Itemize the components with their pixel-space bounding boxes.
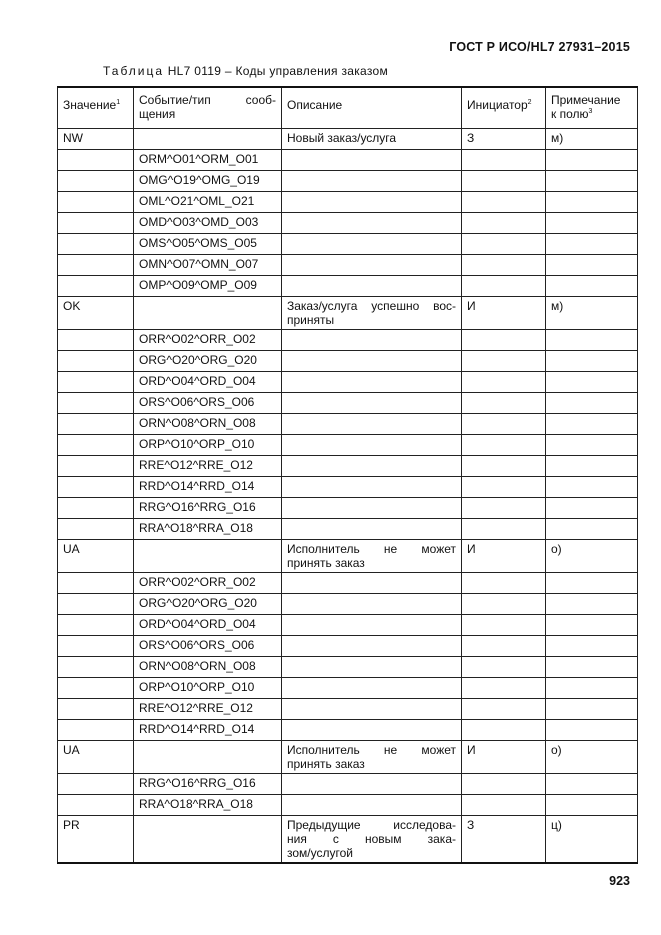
cell-note <box>546 795 638 816</box>
cell-description <box>282 657 462 678</box>
cell-value <box>58 795 134 816</box>
table-row <box>58 372 638 393</box>
cell-description <box>282 699 462 720</box>
cell-event: RRE^O12^RRE_O12 <box>134 699 282 720</box>
cell-event <box>134 129 282 150</box>
cell-description <box>282 540 462 573</box>
cell-description <box>282 594 462 615</box>
cell-event: OMP^O09^OMP_O09 <box>134 276 282 297</box>
cell-description <box>282 519 462 540</box>
cell-note <box>546 276 638 297</box>
table-caption-name: HL7 0119 – Коды управления заказом <box>167 64 389 78</box>
table-row <box>58 477 638 498</box>
cell-value <box>58 774 134 795</box>
table-row <box>58 330 638 351</box>
cell-value <box>58 276 134 297</box>
cell-event: RRE^O12^RRE_O12 <box>134 456 282 477</box>
cell-description <box>282 774 462 795</box>
column-header-value <box>58 87 134 129</box>
cell-value <box>58 414 134 435</box>
cell-note <box>546 720 638 741</box>
table-row <box>58 573 638 594</box>
cell-event: ORD^O04^ORD_O04 <box>134 615 282 636</box>
table-body <box>58 129 638 864</box>
column-header-event-line1: Событие/тип сооб- <box>139 93 276 107</box>
cell-event <box>134 297 282 330</box>
cell-value <box>58 615 134 636</box>
table-row <box>58 816 638 864</box>
cell-event: ORN^O08^ORN_O08 <box>134 657 282 678</box>
cell-description-line: Исполнитель не может <box>287 542 456 556</box>
table-row <box>58 519 638 540</box>
cell-event: RRG^O16^RRG_O16 <box>134 774 282 795</box>
table-row <box>58 435 638 456</box>
cell-event: ORD^O04^ORD_O04 <box>134 372 282 393</box>
table-row <box>58 774 638 795</box>
table-row <box>58 351 638 372</box>
table-row <box>58 594 638 615</box>
table-row <box>58 171 638 192</box>
cell-note <box>546 657 638 678</box>
cell-value: OK <box>58 297 134 330</box>
cell-value <box>58 699 134 720</box>
cell-initiator <box>462 720 546 741</box>
cell-note <box>546 594 638 615</box>
cell-note <box>546 699 638 720</box>
cell-initiator <box>462 678 546 699</box>
cell-note <box>546 456 638 477</box>
column-header-note-footnote: 3 <box>588 108 593 115</box>
cell-description <box>282 615 462 636</box>
cell-initiator <box>462 393 546 414</box>
cell-note <box>546 573 638 594</box>
cell-description <box>282 393 462 414</box>
cell-note <box>546 519 638 540</box>
cell-description <box>282 435 462 456</box>
table-row <box>58 456 638 477</box>
cell-note <box>546 330 638 351</box>
cell-event: ORG^O20^ORG_O20 <box>134 351 282 372</box>
table-row <box>58 297 638 330</box>
cell-value <box>58 330 134 351</box>
cell-note <box>546 414 638 435</box>
cell-initiator <box>462 615 546 636</box>
cell-description <box>282 213 462 234</box>
cell-event: OML^O21^OML_O21 <box>134 192 282 213</box>
column-header-initiator-footnote: 2 <box>527 99 532 106</box>
cell-initiator <box>462 657 546 678</box>
cell-event: ORR^O02^ORR_O02 <box>134 573 282 594</box>
cell-description <box>282 795 462 816</box>
cell-initiator <box>462 636 546 657</box>
cell-initiator: И <box>462 297 546 330</box>
cell-description <box>282 351 462 372</box>
cell-initiator <box>462 171 546 192</box>
table-row <box>58 192 638 213</box>
cell-value <box>58 234 134 255</box>
cell-value <box>58 351 134 372</box>
column-header-event <box>134 87 282 129</box>
table-row <box>58 129 638 150</box>
table-row <box>58 741 638 774</box>
cell-event: RRA^O18^RRA_O18 <box>134 519 282 540</box>
cell-initiator <box>462 519 546 540</box>
table-row <box>58 795 638 816</box>
cell-description <box>282 720 462 741</box>
cell-description-line: ния с новым зака- <box>287 832 456 846</box>
cell-description: Новый заказ/услуга <box>282 129 462 150</box>
cell-value <box>58 213 134 234</box>
cell-initiator <box>462 213 546 234</box>
column-header-note-line2: к полю <box>551 107 589 121</box>
cell-event: RRD^O14^RRD_O14 <box>134 720 282 741</box>
cell-note: м) <box>546 297 638 330</box>
cell-initiator <box>462 456 546 477</box>
table-row <box>58 720 638 741</box>
cell-event <box>134 540 282 573</box>
cell-event: ORS^O06^ORS_O06 <box>134 393 282 414</box>
cell-description <box>282 741 462 774</box>
cell-initiator <box>462 498 546 519</box>
document-standard-header: ГОСТ Р ИСО/HL7 27931–2015 <box>449 40 630 54</box>
column-header-initiator <box>462 87 546 129</box>
cell-description <box>282 234 462 255</box>
cell-initiator <box>462 276 546 297</box>
cell-event: ORP^O10^ORP_O10 <box>134 678 282 699</box>
cell-description-line: принять заказ <box>287 556 365 570</box>
cell-description-line: принять заказ <box>287 757 365 771</box>
cell-initiator <box>462 372 546 393</box>
column-header-initiator-label: Инициатор <box>467 98 528 112</box>
cell-initiator: З <box>462 129 546 150</box>
cell-description-line: зом/услугой <box>287 846 353 860</box>
cell-description-line: приняты <box>287 313 335 327</box>
column-header-value-footnote: 1 <box>116 99 121 106</box>
cell-note <box>546 372 638 393</box>
cell-initiator: З <box>462 816 546 864</box>
table-row <box>58 255 638 276</box>
cell-event: RRD^O14^RRD_O14 <box>134 477 282 498</box>
cell-value <box>58 657 134 678</box>
cell-value <box>58 720 134 741</box>
cell-value <box>58 435 134 456</box>
table-row <box>58 498 638 519</box>
cell-description <box>282 192 462 213</box>
cell-event <box>134 741 282 774</box>
cell-initiator <box>462 774 546 795</box>
cell-note <box>546 255 638 276</box>
cell-description <box>282 636 462 657</box>
order-control-codes-table <box>57 86 638 864</box>
cell-note <box>546 234 638 255</box>
cell-note <box>546 351 638 372</box>
cell-description-line: Предыдущие исследова- <box>287 818 456 832</box>
table-row <box>58 213 638 234</box>
column-header-value-label: Значение <box>63 98 117 112</box>
cell-description <box>282 255 462 276</box>
table-row <box>58 657 638 678</box>
cell-value: UA <box>58 741 134 774</box>
column-header-note-line1: Примечание <box>551 93 621 107</box>
cell-description-line: Заказ/услуга успешно вос- <box>287 299 456 313</box>
cell-description <box>282 678 462 699</box>
cell-description <box>282 456 462 477</box>
table-header-row <box>58 87 638 129</box>
table-row <box>58 540 638 573</box>
column-header-description <box>282 87 462 129</box>
cell-initiator: И <box>462 540 546 573</box>
cell-note <box>546 435 638 456</box>
cell-value <box>58 150 134 171</box>
table-caption-prefix: Таблица <box>103 64 165 78</box>
cell-description <box>282 150 462 171</box>
cell-event: ORM^O01^ORM_O01 <box>134 150 282 171</box>
cell-description-line: Исполнитель не может <box>287 743 456 757</box>
cell-description <box>282 477 462 498</box>
column-header-note <box>546 87 638 129</box>
cell-note: ц) <box>546 816 638 864</box>
cell-event: OMG^O19^OMG_O19 <box>134 171 282 192</box>
cell-initiator <box>462 192 546 213</box>
cell-initiator <box>462 795 546 816</box>
table-row <box>58 636 638 657</box>
cell-description <box>282 816 462 864</box>
cell-value <box>58 498 134 519</box>
cell-value <box>58 519 134 540</box>
cell-note: о) <box>546 741 638 774</box>
cell-event: ORP^O10^ORP_O10 <box>134 435 282 456</box>
cell-note <box>546 636 638 657</box>
cell-value <box>58 636 134 657</box>
cell-value <box>58 456 134 477</box>
cell-description <box>282 276 462 297</box>
cell-initiator <box>462 414 546 435</box>
cell-value <box>58 393 134 414</box>
cell-description <box>282 372 462 393</box>
cell-value <box>58 255 134 276</box>
cell-value: PR <box>58 816 134 864</box>
cell-event: OMN^O07^OMN_O07 <box>134 255 282 276</box>
cell-value <box>58 573 134 594</box>
cell-description <box>282 414 462 435</box>
cell-event: ORN^O08^ORN_O08 <box>134 414 282 435</box>
cell-event <box>134 816 282 864</box>
cell-value <box>58 477 134 498</box>
cell-event: OMD^O03^OMD_O03 <box>134 213 282 234</box>
cell-note <box>546 192 638 213</box>
cell-note <box>546 774 638 795</box>
cell-note <box>546 150 638 171</box>
cell-event: RRA^O18^RRA_O18 <box>134 795 282 816</box>
cell-note: м) <box>546 129 638 150</box>
cell-note <box>546 171 638 192</box>
cell-initiator <box>462 594 546 615</box>
cell-description <box>282 171 462 192</box>
cell-initiator <box>462 435 546 456</box>
cell-description <box>282 573 462 594</box>
cell-value <box>58 594 134 615</box>
table-row <box>58 150 638 171</box>
cell-note <box>546 678 638 699</box>
cell-initiator <box>462 150 546 171</box>
cell-event: RRG^O16^RRG_O16 <box>134 498 282 519</box>
cell-initiator <box>462 699 546 720</box>
cell-description <box>282 498 462 519</box>
cell-value: NW <box>58 129 134 150</box>
cell-initiator <box>462 234 546 255</box>
cell-description <box>282 297 462 330</box>
cell-event: ORS^O06^ORS_O06 <box>134 636 282 657</box>
cell-initiator <box>462 573 546 594</box>
column-header-description-label: Описание <box>287 98 343 112</box>
cell-initiator <box>462 477 546 498</box>
cell-value <box>58 171 134 192</box>
cell-value <box>58 678 134 699</box>
table-row <box>58 234 638 255</box>
cell-note <box>546 213 638 234</box>
cell-value: UA <box>58 540 134 573</box>
cell-event: OMS^O05^OMS_O05 <box>134 234 282 255</box>
cell-event: ORR^O02^ORR_O02 <box>134 330 282 351</box>
table-row <box>58 615 638 636</box>
table-row <box>58 678 638 699</box>
cell-value <box>58 372 134 393</box>
table-row <box>58 276 638 297</box>
cell-note: о) <box>546 540 638 573</box>
page-number: 923 <box>609 874 630 888</box>
cell-note <box>546 498 638 519</box>
table-row <box>58 393 638 414</box>
cell-note <box>546 393 638 414</box>
cell-initiator: И <box>462 741 546 774</box>
cell-initiator <box>462 255 546 276</box>
cell-note <box>546 615 638 636</box>
cell-note <box>546 477 638 498</box>
column-header-event-line2: щения <box>139 107 176 121</box>
cell-description <box>282 330 462 351</box>
table-row <box>58 699 638 720</box>
cell-initiator <box>462 330 546 351</box>
table-caption <box>103 64 388 78</box>
cell-value <box>58 192 134 213</box>
cell-initiator <box>462 351 546 372</box>
table-row <box>58 414 638 435</box>
cell-event: ORG^O20^ORG_O20 <box>134 594 282 615</box>
